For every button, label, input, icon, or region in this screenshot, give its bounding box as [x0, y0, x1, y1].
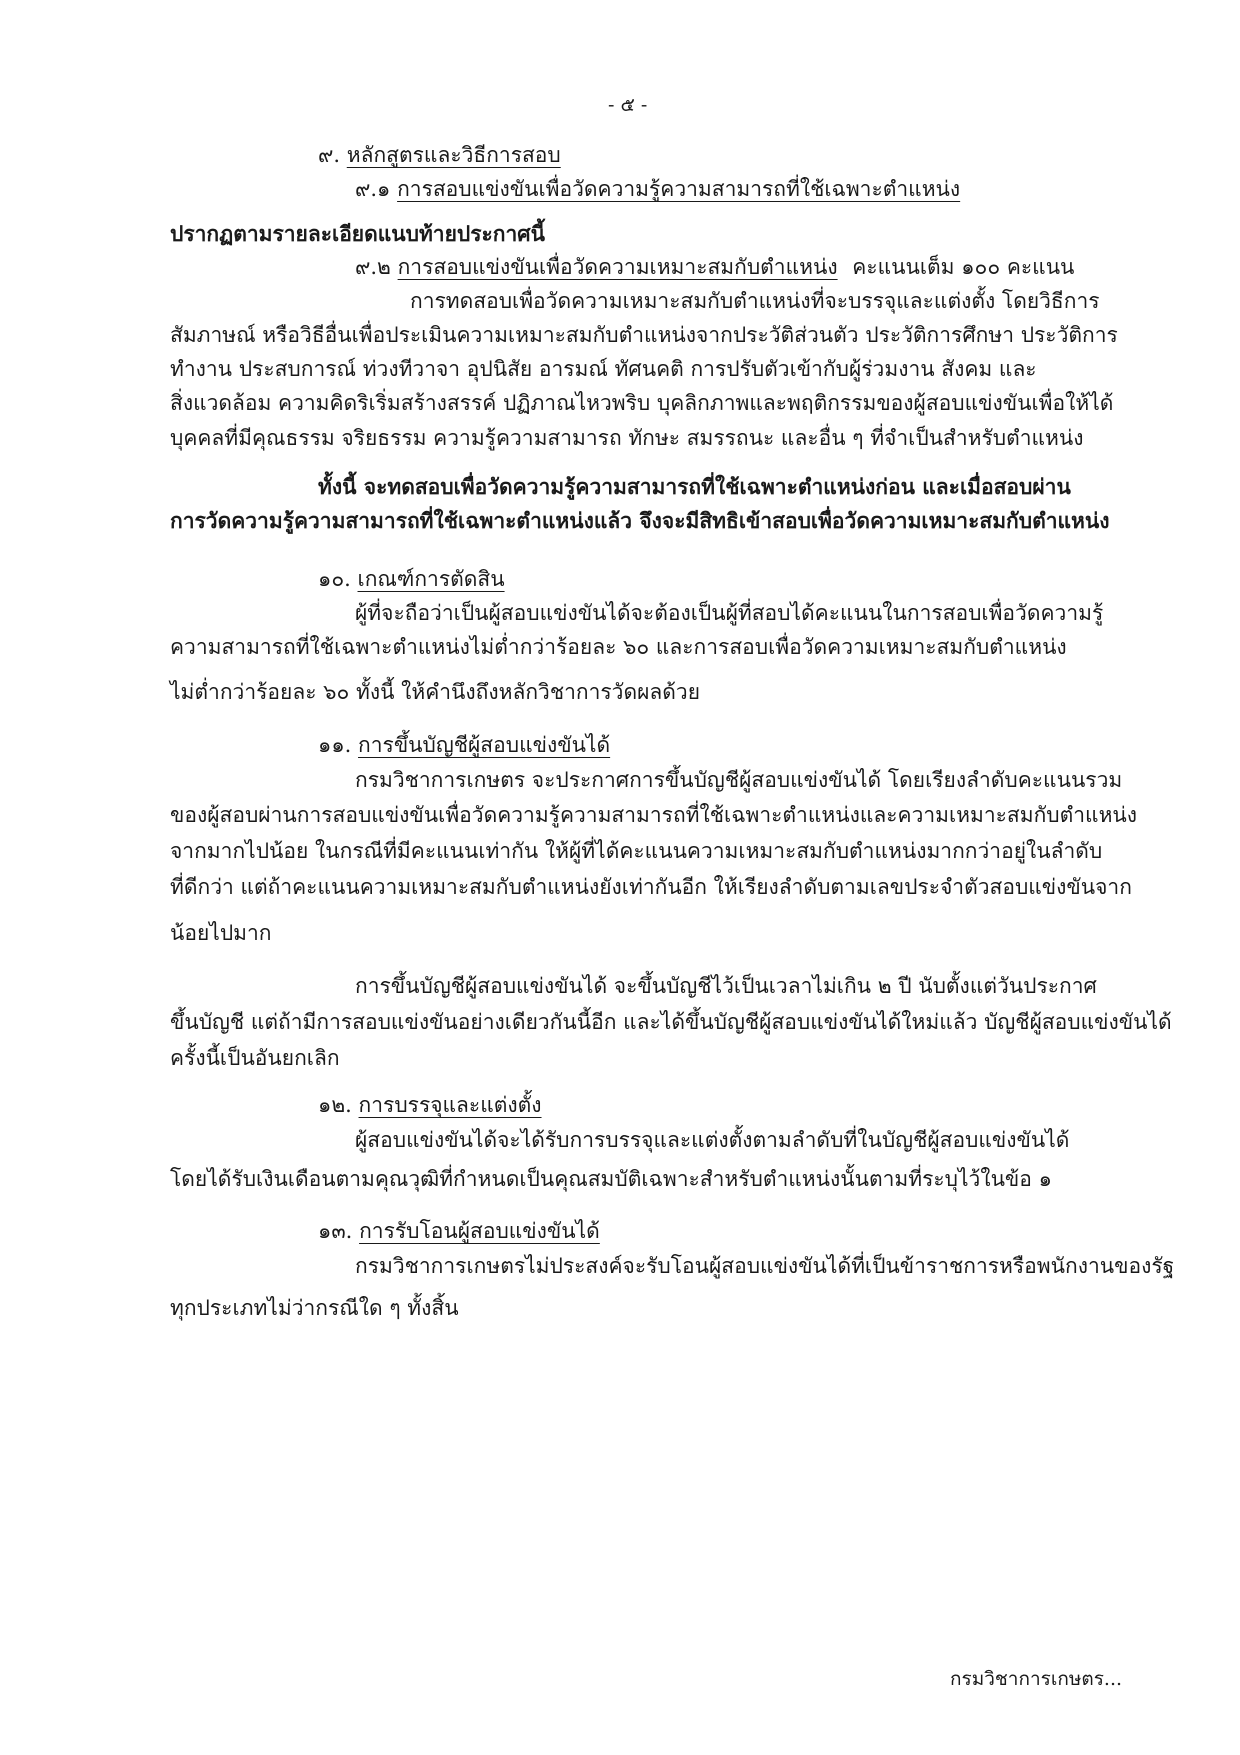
section-9-2-heading — [355, 252, 1074, 282]
section-11-line: ขึ้นบัญชี แต่ถ้ามีการสอบแข่งขันอย่างเดียวกันนี้อีก และได้ขึ้นบัญชีผู้สอบแข่งขันได้ใหม่แล้ว บัญชีผู้สอบแข่งขันได้ — [170, 1010, 1172, 1034]
section-11-heading — [318, 730, 610, 760]
section-10-line: ไม่ต่ำกว่าร้อยละ ๖๐ ทั้งนี้ ให้คำนึงถึงหลักวิชาการวัดผลด้วย — [170, 680, 701, 704]
section-13-line: ทุกประเภทไม่ว่ากรณีใด ๆ ทั้งสิ้น — [170, 1296, 459, 1320]
section-12-line: ผู้สอบแข่งขันได้จะได้รับการบรรจุและแต่งตั้งตามลำดับที่ในบัญชีผู้สอบแข่งขันได้ — [355, 1128, 1070, 1152]
continuation-text: กรมวิชาการเกษตร... — [950, 1668, 1123, 1690]
section-11-number: ๑๑. — [318, 733, 352, 757]
section-11-line: ครั้งนี้เป็นอันยกเลิก — [170, 1046, 340, 1070]
section-11-line: ที่ดีกว่า แต่ถ้าคะแนนความเหมาะสมกับตำแหน่งยังเท่ากันอีก ให้เรียงลำดับตามเลขประจำตัวสอบแข่งขันจาก — [170, 875, 1132, 899]
section-9-title: หลักสูตรและวิธีการสอบ — [346, 143, 561, 167]
section-12-number: ๑๒. — [318, 1093, 352, 1117]
section-9-heading — [318, 140, 561, 170]
section-12-line: โดยได้รับเงินเดือนตามคุณวุฒิที่กำหนดเป็นคุณสมบัติเฉพาะสำหรับตำแหน่งนั้นตามที่ระบุไว้ในข้อ ๑ — [170, 1167, 1052, 1191]
section-12-heading — [318, 1090, 542, 1120]
section-10-number: ๑๐. — [318, 567, 351, 591]
section-9-2-line: การทดสอบเพื่อวัดความเหมาะสมกับตำแหน่งที่จะบรรจุและแต่งตั้ง โดยวิธีการ — [410, 289, 1100, 313]
section-9-2-line: สัมภาษณ์ หรือวิธีอื่นเพื่อประเมินความเหมาะสมกับตำแหน่งจากประวัติส่วนตัว ประวัติการศึกษา ประวัติการ — [170, 323, 1118, 347]
section-9-2-title: การสอบแข่งขันเพื่อวัดความเหมาะสมกับตำแหน่ง — [397, 255, 838, 279]
section-11-line: กรมวิชาการเกษตร จะประกาศการขึ้นบัญชีผู้สอบแข่งขันได้ โดยเรียงลำดับคะแนนรวม — [355, 768, 1123, 792]
section-11-line: การขึ้นบัญชีผู้สอบแข่งขันได้ จะขึ้นบัญชีไว้เป็นเวลาไม่เกิน ๒ ปี นับตั้งแต่วันประกาศ — [355, 974, 1097, 998]
section-13-line: กรมวิชาการเกษตรไม่ประสงค์จะรับโอนผู้สอบแข่งขันได้ที่เป็นข้าราชการหรือพนักงานของรัฐ — [355, 1254, 1175, 1278]
section-9-2-line: บุคคลที่มีคุณธรรม จริยธรรม ความรู้ความสามารถ ทักษะ สมรรถนะ และอื่น ๆ ที่จำเป็นสำหรับตำแหน่ง — [170, 426, 1084, 450]
section-11-line: จากมากไปน้อย ในกรณีที่มีคะแนนเท่ากัน ให้ผู้ที่ได้คะแนนความเหมาะสมกับตำแหน่งมากกว่าอยู่ในลำดับ — [170, 839, 1103, 863]
section-9-1-heading — [355, 174, 960, 204]
section-9-2-note: การวัดความรู้ความสามารถที่ใช้เฉพาะตำแหน่งแล้ว จึงจะมีสิทธิเข้าสอบเพื่อวัดความเหมาะสมกับตำแหน่ง — [170, 508, 1110, 533]
section-12-title: การบรรจุและแต่งตั้ง — [358, 1093, 542, 1117]
section-9-1-title: การสอบแข่งขันเพื่อวัดความรู้ความสามารถที่ใช้เฉพาะตำแหน่ง — [397, 177, 961, 201]
page-number: - ๕ - — [608, 94, 648, 116]
section-9-2-number: ๙.๒ — [355, 255, 391, 279]
section-13-heading — [318, 1216, 600, 1246]
section-10-heading — [318, 564, 505, 594]
section-10-line: ผู้ที่จะถือว่าเป็นผู้สอบแข่งขันได้จะต้องเป็นผู้ที่สอบได้คะแนนในการสอบเพื่อวัดความรู้ — [355, 601, 1104, 625]
section-11-line: ของผู้สอบผ่านการสอบแข่งขันเพื่อวัดความรู้ความสามารถที่ใช้เฉพาะตำแหน่งและความเหมาะสมกับตำแหน่ง — [170, 803, 1138, 827]
section-9-1-detail: ปรากฏตามรายละเอียดแนบท้ายประกาศนี้ — [170, 221, 545, 246]
section-11-line: น้อยไปมาก — [170, 921, 272, 945]
section-9-number: ๙. — [318, 143, 341, 167]
section-9-2-score: คะแนนเต็ม ๑๐๐ คะแนน — [852, 255, 1075, 279]
section-9-2-line: ทำงาน ประสบการณ์ ท่วงทีวาจา อุปนิสัย อารมณ์ ทัศนคติ การปรับตัวเข้ากับผู้ร่วมงาน สังคม และ — [170, 357, 1037, 381]
section-10-title: เกณฑ์การตัดสิน — [357, 567, 505, 591]
section-9-2-line: สิ่งแวดล้อม ความคิดริเริ่มสร้างสรรค์ ปฏิภาณไหวพริบ บุคลิกภาพและพฤติกรรมของผู้สอบแข่งขันเพื่อให้ได้ — [170, 391, 1114, 415]
section-10-line: ความสามารถที่ใช้เฉพาะตำแหน่งไม่ต่ำกว่าร้อยละ ๖๐ และการสอบเพื่อวัดความเหมาะสมกับตำแหน่ง — [170, 635, 1067, 659]
section-9-2-note: ทั้งนี้ จะทดสอบเพื่อวัดความรู้ความสามารถที่ใช้เฉพาะตำแหน่งก่อน และเมื่อสอบผ่าน — [318, 474, 1071, 499]
section-13-title: การรับโอนผู้สอบแข่งขันได้ — [359, 1219, 600, 1243]
section-11-title: การขึ้นบัญชีผู้สอบแข่งขันได้ — [358, 733, 611, 757]
section-13-number: ๑๓. — [318, 1219, 353, 1243]
section-9-1-number: ๙.๑ — [355, 177, 391, 201]
